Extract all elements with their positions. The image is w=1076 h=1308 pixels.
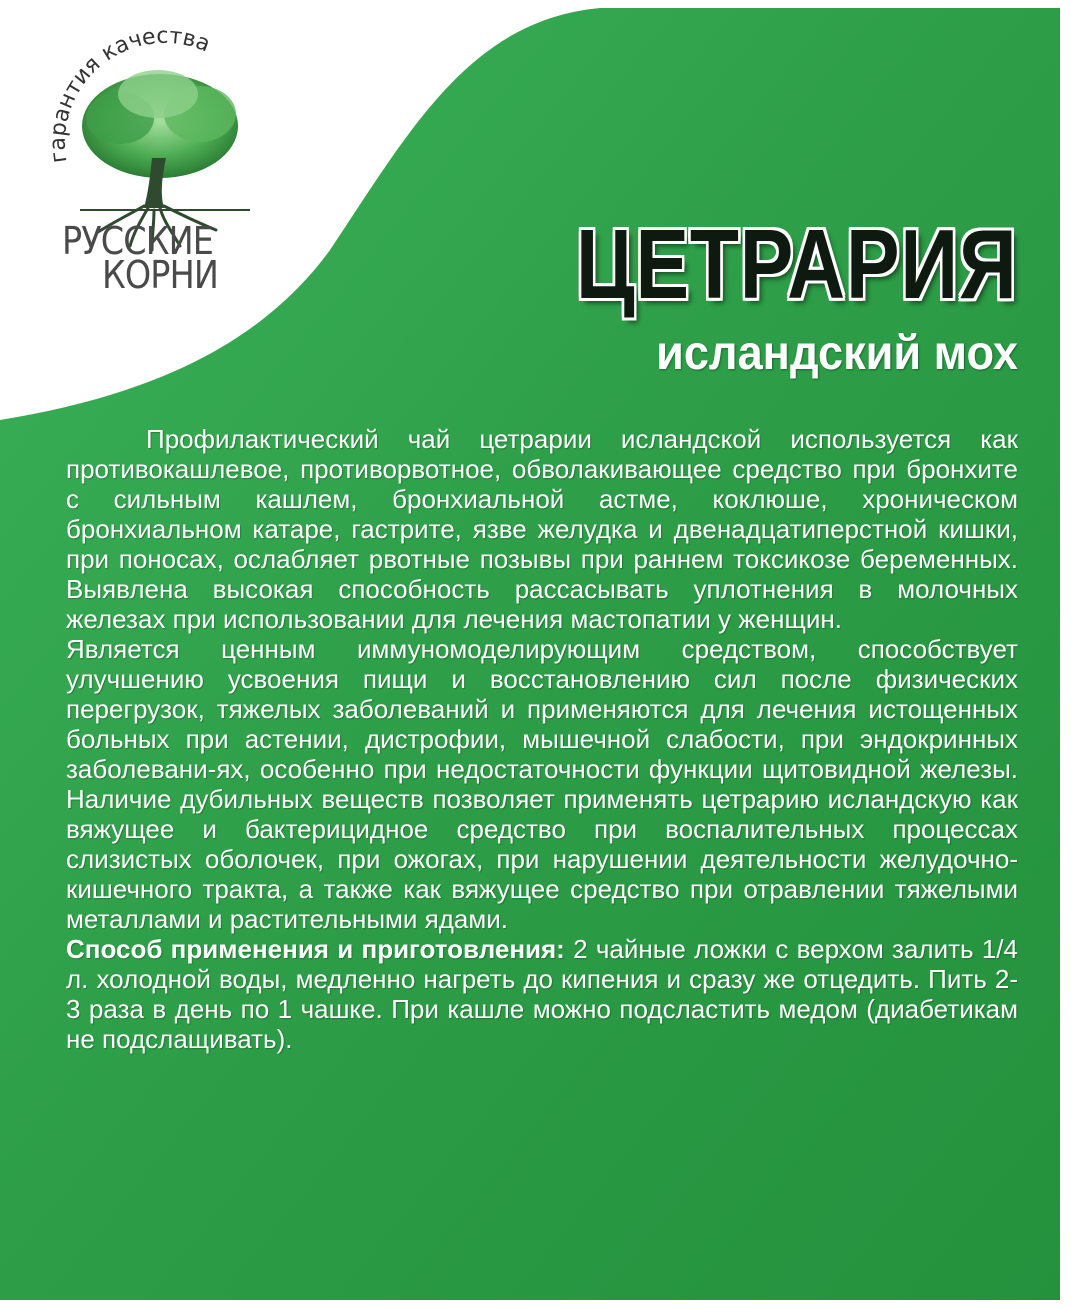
usage-text: 2 чайные ложки с верхом залить 1/4 л. холодной воды, медленно нагреть до кипения и сразу же отцедить. Пить 2-3 раза в день по 1 чашке. При кашле можно подсластить медом (диабетикам не подслащивать). [66,934,1018,1054]
description-paragraph-1: Профилактический чай цетрарии исландской используется как противокашлевое, противорвотное, обволакивающее средство при бронхите с сильным кашлем, бронхиальной астме, коклюше, хроническом бронхиальном катаре, гастрите, язве желудка и двенадцатиперстной кишки, при поносах, ослабляет рвотные позывы при раннем токсикозе беременных. Выявлена высокая способность рассасывать уплотнения в молочных железах при использовании для лечения мастопатии у женщин. [66,424,1018,634]
product-description [66,424,1018,1054]
brand-name-line-2: КОРНИ [102,253,218,297]
logo-tagline: гарантия качества [45,23,214,165]
product-title: ЦЕТРАРИЯ [576,209,1018,319]
description-paragraph-2: Является ценным иммуномоделирующим средством, способствует улучшению усвоения пищи и восстановлению сил после физических перегрузок, тяжелых заболеваний и применяются для лечения истощенных больных при астении, дистрофии, мышечной слабости, при эндокринных заболевани-ях, особенно при недостаточности функции щитовидной железы. Наличие дубильных веществ позволяет применять цетрарию исландскую как вяжущее и бактерицидное средство при воспалительных процессах слизистых оболочек, при ожогах, при нарушении деятельности желудочно-кишечного тракта, а также как вяжущее средство при отравлении тяжелыми металлами и растительными ядами. [66,634,1018,934]
usage-label: Способ применения и приготовления: [66,934,565,964]
brand-name-line-1: РУССКИЕ [62,219,213,263]
product-subtitle: исландский мох [656,327,1018,380]
usage-instructions [66,934,1018,1054]
